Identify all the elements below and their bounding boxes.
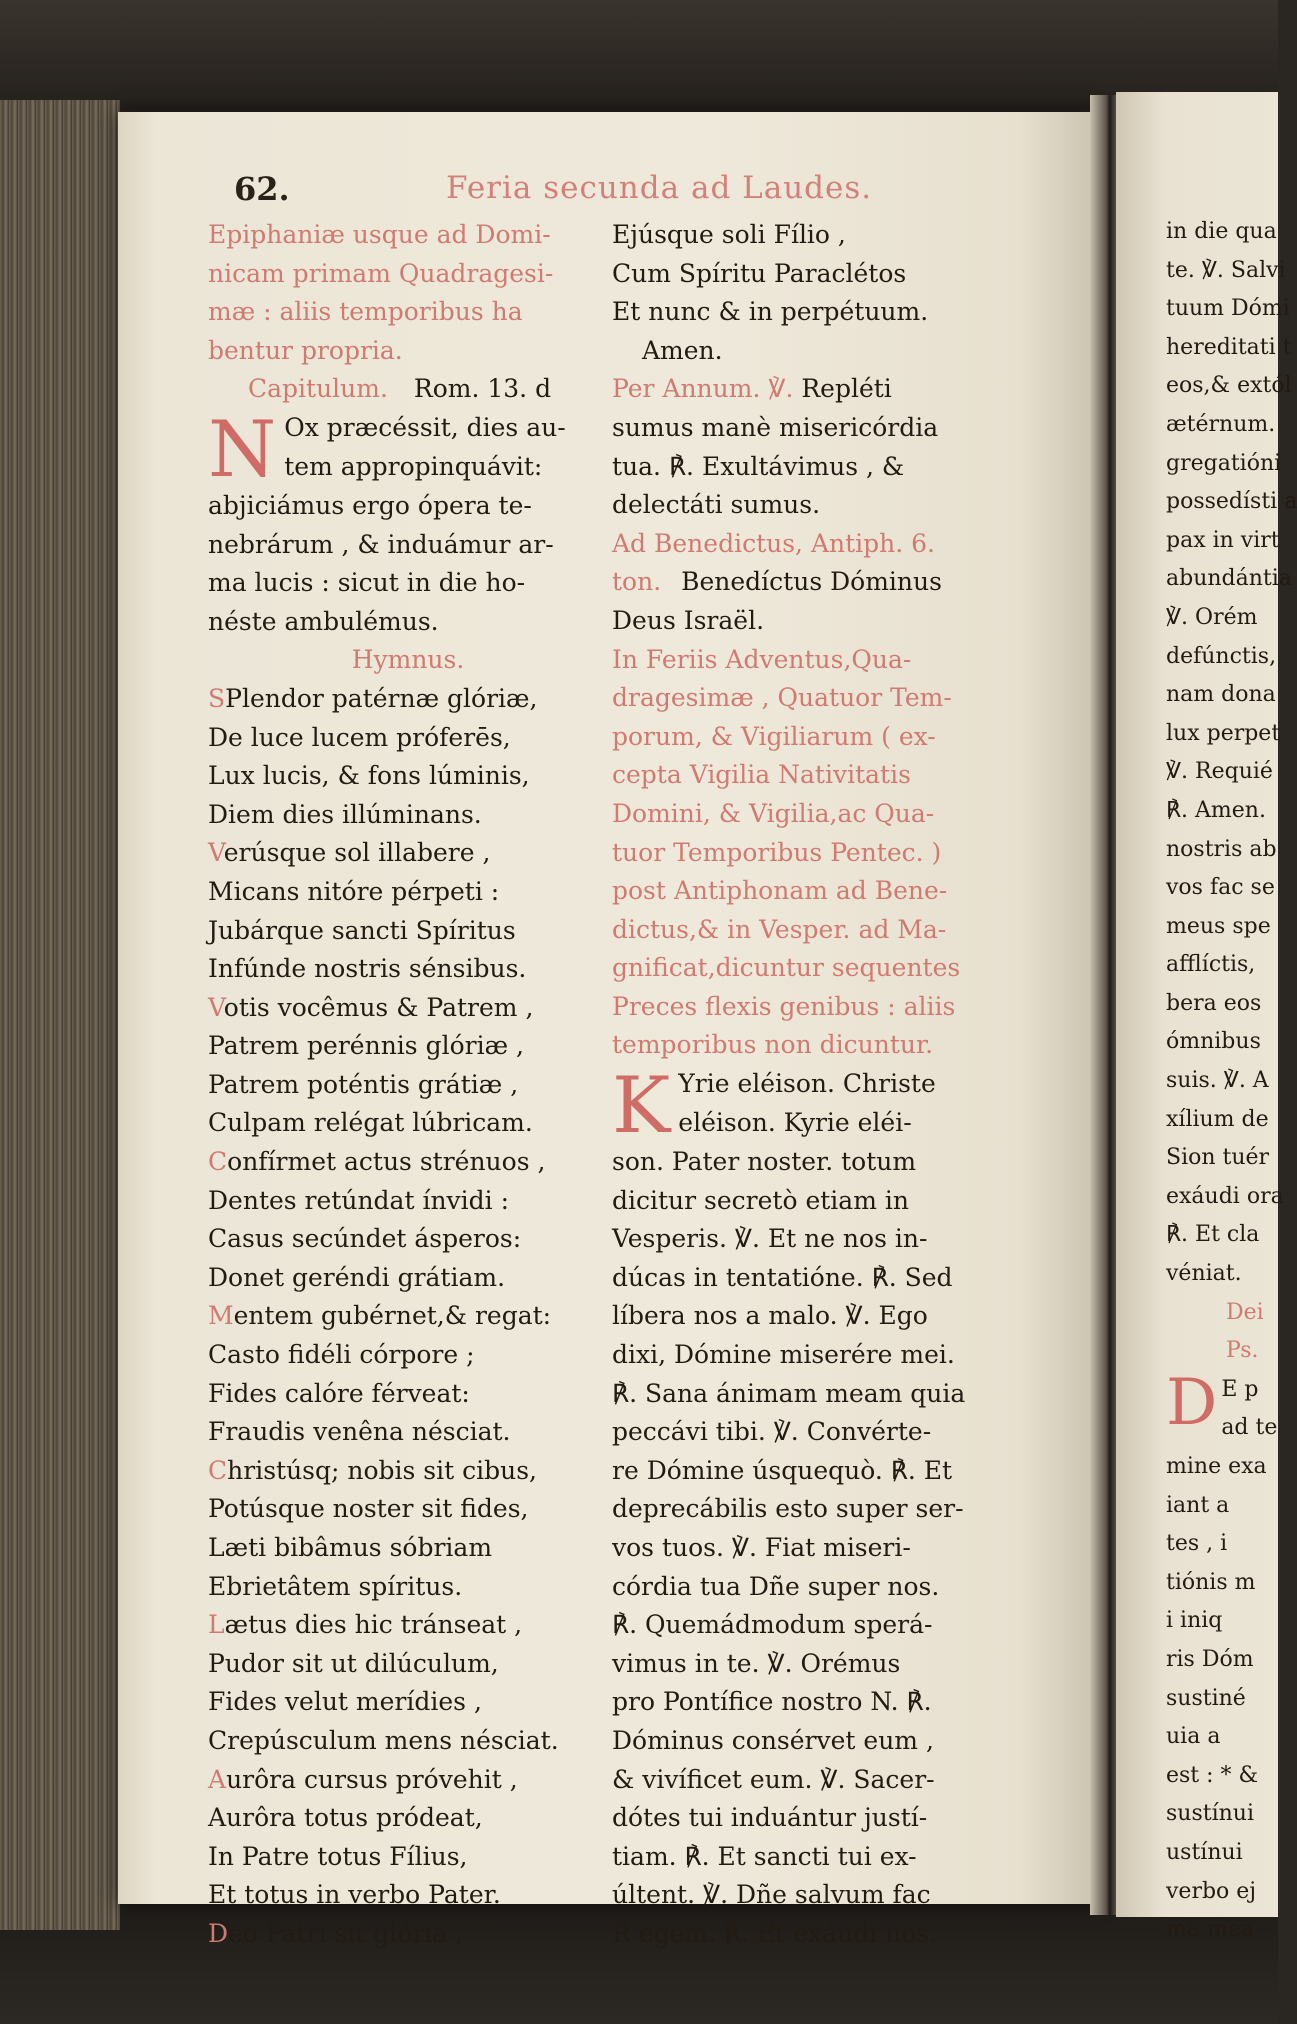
hymn-line	[208, 1413, 608, 1452]
right-column	[612, 216, 1022, 1954]
rubric-line: Domini, & Vigilia,ac Qua-	[612, 798, 935, 828]
drop-capital: N	[208, 404, 277, 495]
facing-psalm-line: mine exa	[1166, 1454, 1267, 1479]
facing-psalm-line: est : * &	[1166, 1762, 1259, 1788]
capitulum-text	[208, 404, 608, 641]
book-page-edges	[0, 100, 120, 1930]
capitulum-label: Capitulum.	[248, 374, 388, 404]
facing-line: possedísti a	[1166, 489, 1297, 515]
hymn-line	[208, 989, 608, 1028]
capitulum-heading	[208, 370, 608, 409]
benedictus-antiphon	[612, 563, 1022, 602]
hymn-text-line: Crepúsculum mens nésciat.	[208, 1725, 559, 1755]
rubric-line: porum, & Vigiliarum ( ex-	[612, 721, 936, 751]
hymn-text-line: Jubárque sancti Spíritus	[208, 915, 516, 945]
hymn-text-line: erúsque sol illabere ,	[223, 838, 491, 868]
hymn-text-line: Infúnde nostris sénsibus.	[208, 954, 527, 984]
hymn-line	[208, 1683, 608, 1722]
preces-line: ℟. Quemádmodum sperá-	[612, 1610, 933, 1640]
rubric-line: dragesimæ , Quatuor Tem-	[612, 683, 952, 713]
versicle-block	[612, 370, 1022, 524]
hymn-line	[208, 834, 608, 873]
hymn-text	[208, 680, 608, 1954]
hymn-line	[208, 1606, 608, 1645]
hymn-line	[208, 757, 608, 796]
facing-line: eos,& extól	[1166, 373, 1292, 399]
facing-line: vos fac se	[1166, 875, 1275, 901]
facing-psalm-line: i iniq	[1166, 1608, 1223, 1634]
hymn-line	[208, 873, 608, 912]
facing-psalm-line: E p	[1221, 1376, 1259, 1402]
facing-psalm-line: tes , i	[1166, 1531, 1228, 1557]
capitulum-line: ma lucis : sicut in die ho-	[208, 568, 526, 598]
hymn-text-line: Lux lucis, & fons lúminis,	[208, 761, 530, 791]
hymn-line	[208, 1876, 608, 1915]
facing-line: suis. ℣. A	[1166, 1068, 1269, 1094]
preces-line: son. Pater noster. totum	[612, 1147, 917, 1177]
preces-line: dixi, Dómine miserére mei.	[612, 1340, 955, 1370]
amen-line: Amen.	[642, 335, 723, 365]
facing-line: abundántia	[1166, 566, 1292, 592]
hymn-initial: M	[208, 1301, 234, 1331]
capitulum-line: tem appropinquávit:	[284, 451, 543, 481]
preces-line: peccávi tibi. ℣. Convérte-	[612, 1417, 932, 1447]
hymn-initial: A	[208, 1764, 227, 1794]
hymn-text-line: De luce lucem próferēs,	[208, 722, 511, 752]
preces-line: R egem. ℟. Et exáudi nos.	[612, 1918, 937, 1948]
facing-psalm-line: ad te	[1221, 1415, 1278, 1441]
facing-line: Ps.	[1226, 1338, 1259, 1364]
preces-line: Vesperis. ℣. Et ne nos in-	[612, 1224, 928, 1254]
hymn-text-line: Casus secúndet ásperos:	[208, 1224, 522, 1254]
hymn-initial: L	[208, 1610, 225, 1640]
hymn-line	[208, 719, 608, 758]
hymn-line	[208, 1104, 608, 1143]
facing-psalm-line: ma mea	[1166, 1917, 1254, 1943]
rubric-ton: ton.	[612, 567, 662, 597]
facing-line: ætérnum.	[1166, 411, 1276, 437]
hymn-line	[208, 1799, 608, 1838]
antiphon-text: Benedíctus Dóminus	[681, 567, 942, 597]
facing-line: ℣. Requié	[1166, 759, 1273, 785]
hymn-text-line: Et totus in verbo Pater.	[208, 1880, 501, 1910]
facing-line: xílium de	[1166, 1106, 1269, 1132]
running-title: Feria secunda ad Laudes.	[446, 170, 873, 206]
hymn-text-line: Dentes retúndat ínvidi :	[208, 1185, 510, 1215]
hymn-text-line: onfírmet actus strénuos ,	[227, 1147, 546, 1177]
hymn-text-line: Pudor sit ut dilúculum,	[208, 1648, 499, 1678]
hymn-text-line: Læti bibâmus sóbriam	[208, 1533, 493, 1562]
facing-line: gregatióni	[1166, 450, 1282, 476]
facing-line: ℟. Et cla	[1166, 1222, 1260, 1248]
preces-line: ℟. Sana ánimam meam quia	[612, 1378, 966, 1408]
capitulum-line: néste ambulémus.	[208, 606, 439, 636]
facing-line: Sion tuér	[1166, 1145, 1270, 1171]
facing-line: Dei	[1226, 1299, 1264, 1325]
rubric-line: tuor Temporibus Pentec. )	[612, 837, 942, 867]
hymn-line	[208, 1259, 608, 1298]
preces-line: pro Pontífice nostro N. ℟.	[612, 1687, 932, 1717]
versicle-line	[612, 409, 1022, 448]
facing-psalm-line: tiónis m	[1166, 1569, 1256, 1595]
versicle-text: delectáti sumus.	[612, 490, 821, 520]
versicle-line	[612, 448, 1022, 487]
preces-line: Dóminus consérvet eum ,	[612, 1725, 934, 1755]
preces-line: deprecábilis esto super ser-	[612, 1494, 964, 1524]
drop-capital: K	[612, 1061, 671, 1152]
preces-line: vos tuos. ℣. Fiat miseri-	[612, 1533, 911, 1562]
rubric-line: Preces flexis genibus : aliis	[612, 991, 956, 1021]
facing-line: tuum Dómi	[1166, 296, 1290, 322]
versicle-rubric: Per Annum. ℣.	[612, 374, 794, 404]
hymn-text-line: Casto fidéli córpore ;	[208, 1340, 475, 1370]
preces-line: dicitur secretò etiam in	[612, 1185, 909, 1215]
hymn-line	[208, 1182, 608, 1221]
preces-line: dótes tui induántur justí-	[612, 1803, 928, 1833]
hymn-text-line: Fides calóre férveat:	[208, 1378, 470, 1408]
hymn-initial: C	[208, 1147, 228, 1177]
rubric-line: dictus,& in Vesper. ad Ma-	[612, 914, 947, 944]
facing-psalm-line: sustiné	[1166, 1685, 1246, 1711]
hymn-initial: V	[208, 838, 224, 868]
hymn-text-line: ætus dies hic tránseat ,	[224, 1610, 523, 1640]
preces-line: córdia tua Dñe super nos.	[612, 1571, 940, 1601]
facing-page-text	[1166, 213, 1297, 1950]
facing-line: defúnctis,	[1166, 643, 1277, 669]
capitulum-line: Ox præcéssit, dies au-	[284, 412, 566, 442]
facing-psalm-line: uia a	[1166, 1724, 1221, 1750]
hymn-line	[208, 1066, 608, 1105]
hymn-text-line: Micans nitóre pérpeti :	[208, 876, 500, 906]
page-number: 62.	[234, 170, 290, 208]
rubric-line: mæ : aliis temporibus ha	[208, 297, 523, 327]
preces-line: últent. ℣. Dñe salvum fac	[612, 1880, 931, 1910]
hymn-text-line: Ebrietâtem spíritus.	[208, 1571, 463, 1601]
hymn-line	[208, 1568, 608, 1607]
hymn-text-line: urôra cursus próvehit ,	[226, 1764, 518, 1794]
hymn-line	[208, 1027, 608, 1066]
hymn-line	[208, 1722, 608, 1761]
preces-block	[612, 1061, 1022, 1953]
facing-psalm-line: iant a	[1166, 1492, 1230, 1518]
capitulum-reference: Rom. 13. d	[413, 374, 552, 404]
antiphon-line: Deus Israël.	[612, 605, 765, 635]
rubric-line: gnificat,dicuntur sequentes	[612, 953, 961, 983]
capitulum-line: abjiciámus ergo ópera te-	[208, 490, 532, 520]
hymn-text-line: Fraudis venêna nésciat.	[208, 1417, 511, 1447]
hymn-line	[208, 912, 608, 951]
rubric-line: Epiphaniæ usque ad Domi-	[208, 220, 551, 249]
hymn-line	[208, 1915, 608, 1954]
drop-capital: D	[1166, 1365, 1218, 1440]
facing-psalm-line: verbo ej	[1166, 1878, 1257, 1904]
facing-line: afflíctis,	[1166, 952, 1256, 978]
facing-line: meus spe	[1166, 913, 1271, 939]
versicle-text: tua. ℟. Exultávimus , &	[612, 451, 905, 481]
facing-line: in die qua	[1166, 219, 1277, 244]
facing-line: pax in virt	[1166, 527, 1280, 553]
facing-line: ℟. Amen.	[1166, 797, 1266, 823]
hymnus-heading: Hymnus.	[351, 645, 465, 675]
facing-line: ℣. Orém	[1166, 604, 1258, 630]
rubric-line: In Feriis Adventus,Qua-	[612, 644, 912, 674]
versicle-text: sumus manè misericórdia	[612, 412, 939, 442]
rubric-line: cepta Vigilia Nativitatis	[612, 760, 911, 790]
hymn-text-line: Fides velut merídies ,	[208, 1687, 482, 1717]
doxology-line: Cum Spíritu Paraclétos	[612, 258, 907, 288]
facing-line: nostris ab	[1166, 836, 1277, 862]
doxology-line: Ejúsque soli Fílio ,	[612, 220, 846, 249]
hymn-text-line: Plendor patérnæ glóriæ,	[225, 683, 538, 713]
hymn-line	[208, 680, 608, 719]
hymn-text-line: Aurôra totus pródeat,	[208, 1803, 483, 1833]
hymn-text-line: Patrem perénnis glóriæ ,	[208, 1031, 524, 1061]
hymn-line	[208, 1375, 608, 1414]
facing-line: lux perpet	[1166, 720, 1281, 746]
preces-line: re Dómine úsquequò. ℟. Et	[612, 1455, 953, 1485]
background-top	[0, 0, 1278, 110]
preces-line: eléison. Kyrie eléi-	[678, 1107, 912, 1137]
preces-line: & vivíficet eum. ℣. Sacer-	[612, 1764, 935, 1794]
hymn-line	[208, 1336, 608, 1375]
rubric-line: Ad Benedictus, Antiph. 6.	[612, 528, 935, 558]
facing-line: véniat.	[1166, 1261, 1242, 1287]
hymn-line	[208, 1220, 608, 1259]
preces-line: Yrie eléison. Christe	[678, 1069, 936, 1099]
hymn-text-line: Potúsque noster sit fides,	[208, 1494, 529, 1524]
hymn-line	[208, 1529, 608, 1568]
capitulum-line: nebrárum , & induámur ar-	[208, 529, 554, 559]
hymn-line	[208, 1490, 608, 1529]
versicle-line	[612, 486, 1022, 525]
facing-page-psalm	[1166, 1365, 1278, 1950]
preces-line: tiam. ℟. Et sancti tui ex-	[612, 1841, 917, 1871]
facing-page-lines	[1166, 213, 1297, 1371]
preces-line: líbera nos a malo. ℣. Ego	[612, 1301, 928, 1331]
facing-line: nam dona	[1166, 682, 1276, 708]
hymn-text-line: otis vocêmus & Patrem ,	[223, 992, 534, 1022]
facing-line: ómnibus	[1166, 1029, 1261, 1055]
rubric-line: temporibus non dicuntur.	[612, 1030, 934, 1060]
hymn-text-line: Patrem poténtis grátiæ ,	[208, 1069, 519, 1099]
hymn-text-line: Donet geréndi grátiam.	[208, 1262, 506, 1292]
hymn-line	[208, 1761, 608, 1800]
hymn-line	[208, 1297, 608, 1336]
rubric-line: post Antiphonam ad Bene-	[612, 876, 948, 906]
facing-line: te. ℣. Salvi	[1166, 257, 1286, 283]
facing-psalm-line: ris Dóm	[1166, 1646, 1254, 1672]
preces-text	[612, 1061, 1022, 1953]
hymn-text-line: hristúsq; nobis sit cibus,	[227, 1455, 537, 1485]
hymn-line	[208, 1452, 608, 1491]
preces-line: vimus in te. ℣. Orémus	[612, 1648, 901, 1678]
hymn-line	[208, 1838, 608, 1877]
hymn-initial: D	[208, 1918, 229, 1948]
hymn-line	[208, 1645, 608, 1684]
hymn-text-line: Diem dies illúminans.	[208, 799, 482, 829]
facing-psalm-line: ustínui	[1166, 1839, 1243, 1865]
rubric-line: bentur propria.	[208, 335, 403, 365]
left-column	[208, 216, 608, 1954]
hymn-text-line: eo Patri sit glória ,	[228, 1918, 463, 1948]
hymn-initial: V	[208, 992, 224, 1022]
hymn-initial: C	[208, 1455, 228, 1485]
versicle-text: Repléti	[793, 374, 892, 404]
doxology-line: Et nunc & in perpétuum.	[612, 297, 929, 327]
versicle-line	[612, 370, 1022, 409]
hymn-initial: S	[208, 683, 226, 713]
rubric-line: nicam primam Quadragesi-	[208, 258, 554, 288]
facing-line: exáudi ora	[1166, 1183, 1284, 1209]
hymn-text-line: Culpam relégat lúbricam.	[208, 1108, 533, 1138]
hymn-line	[208, 1143, 608, 1182]
hymn-text-line: entem gubérnet,& regat:	[233, 1301, 552, 1331]
psalm-start	[1166, 1365, 1278, 1950]
hymn-line	[208, 796, 608, 835]
rubric-ferias	[612, 641, 1022, 1066]
hymn-line	[208, 950, 608, 989]
page-header	[0, 170, 1278, 214]
hymn-text-line: In Patre totus Fílius,	[208, 1841, 468, 1871]
preces-line: dúcas in tentatióne. ℟. Sed	[612, 1262, 953, 1292]
facing-line: hereditati t	[1166, 334, 1292, 360]
facing-psalm-line: sustínui	[1166, 1801, 1254, 1827]
facing-line: bera eos	[1166, 990, 1262, 1016]
